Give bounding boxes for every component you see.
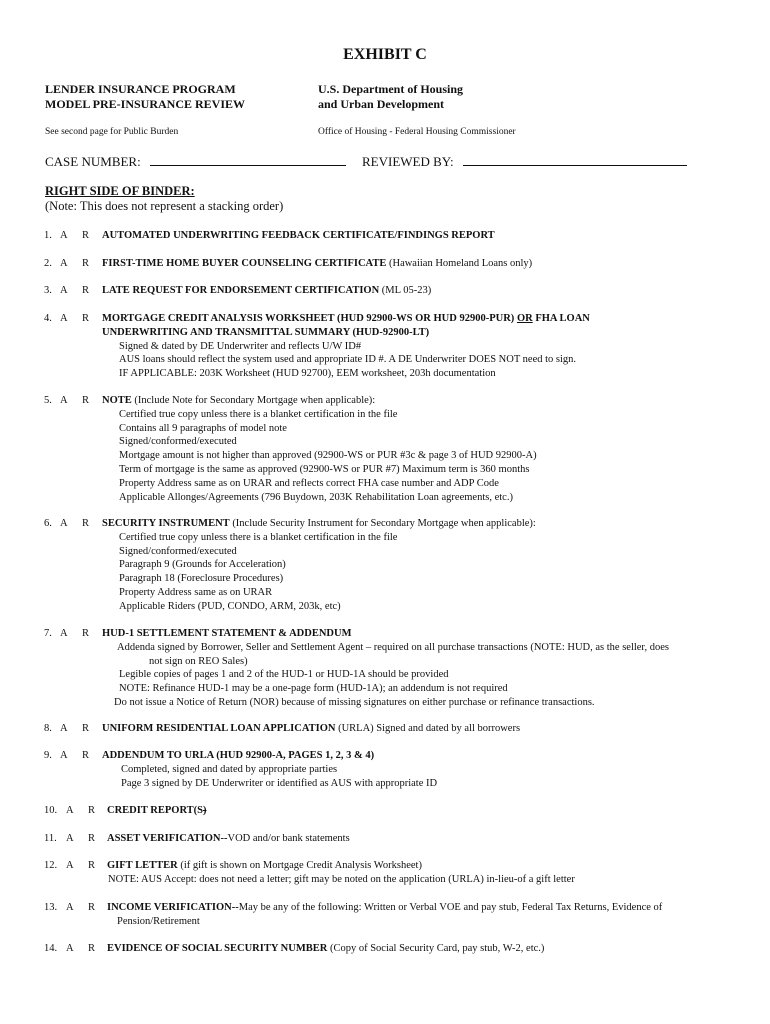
item-title: SECURITY INSTRUMENT xyxy=(102,518,230,529)
item-detail: (ML 05-23) xyxy=(379,285,432,296)
checklist-item xyxy=(44,859,734,887)
item-title: HUD-1 SETTLEMENT STATEMENT & ADDENDUM xyxy=(102,628,352,639)
checklist-item xyxy=(44,901,734,929)
case-number-field xyxy=(45,153,346,169)
item-title: GIFT LETTER xyxy=(107,860,178,871)
item-subline: Applicable Riders (PUD, CONDO, ARM, 203k, etc) xyxy=(119,600,341,612)
item-subline: Paragraph 9 (Grounds for Acceleration) xyxy=(119,559,286,571)
item-number: 6. xyxy=(44,518,52,529)
case-number-blank[interactable] xyxy=(150,153,346,166)
checklist-item xyxy=(44,229,734,243)
agency-header-line: and Urban Development xyxy=(318,97,445,111)
item-number: 7. xyxy=(44,628,52,639)
agency-header-line: U.S. Department of Housing xyxy=(318,82,464,96)
checklist-item xyxy=(44,627,734,710)
checklist-item xyxy=(44,517,734,614)
reject-mark[interactable]: R xyxy=(82,628,90,639)
accept-mark[interactable]: A xyxy=(60,230,68,241)
accept-mark[interactable]: A xyxy=(60,395,68,406)
item-number: 10. xyxy=(44,805,58,816)
reviewed-by-field xyxy=(362,153,687,169)
item-number: 13. xyxy=(44,902,58,913)
item-title: AUTOMATED UNDERWRITING FEEDBACK CERTIFICATE/FINDINGS REPORT xyxy=(102,230,495,241)
reject-mark[interactable]: R xyxy=(82,313,90,324)
item-subline: NOTE: AUS Accept: does not need a letter; gift may be noted on the application (URLA) in-lieu-of a gift letter xyxy=(108,873,575,885)
item-title: INCOME VERIFICATION-- xyxy=(107,902,239,913)
item-detail: May be any of the following: Written or Verbal VOE and pay stub, Federal Tax Returns, Evidence of xyxy=(238,902,663,913)
item-subline: Term of mortgage is the same as approved (92900-WS or PUR #7) Maximum term is 360 months xyxy=(119,463,530,475)
accept-mark[interactable]: A xyxy=(60,258,68,269)
item-number: 12. xyxy=(44,860,58,871)
checklist-item xyxy=(44,722,734,736)
item-number: 8. xyxy=(44,723,52,734)
accept-mark[interactable]: A xyxy=(60,750,68,761)
item-detail: (Copy of Social Security Card, pay stub, W-2, etc.) xyxy=(327,943,545,954)
accept-mark[interactable]: A xyxy=(60,313,68,324)
item-detail: (Include Note for Secondary Mortgage when applicable): xyxy=(131,395,376,406)
item-detail: VOD and/or bank statements xyxy=(227,833,350,844)
reject-mark[interactable]: R xyxy=(82,518,90,529)
checklist-item xyxy=(44,942,734,956)
accept-mark[interactable]: A xyxy=(60,628,68,639)
item-subline: not sign on REO Sales) xyxy=(149,655,248,667)
item-subline: Pension/Retirement xyxy=(117,915,200,927)
item-subline: Completed, signed and dated by appropriate parties xyxy=(121,763,338,775)
reject-mark[interactable]: R xyxy=(88,833,96,844)
reject-mark[interactable]: R xyxy=(82,258,90,269)
item-subline: IF APPLICABLE: 203K Worksheet (HUD 92700), EEM worksheet, 203h documentation xyxy=(119,368,496,380)
item-number: 2. xyxy=(44,258,52,269)
item-subline: Page 3 signed by DE Underwriter or identified as AUS with appropriate ID xyxy=(121,777,438,789)
reject-mark[interactable]: R xyxy=(82,230,90,241)
agency-header xyxy=(318,82,463,112)
item-title: ASSET VERIFICATION-- xyxy=(107,833,228,844)
item-subline: Property Address same as on URAR and reflects correct FHA case number and ADP Code xyxy=(119,477,499,489)
accept-mark[interactable]: A xyxy=(66,860,74,871)
item-number: 9. xyxy=(44,750,52,761)
item-title: UNIFORM RESIDENTIAL LOAN APPLICATION xyxy=(102,723,336,734)
checklist-item xyxy=(44,749,734,790)
checklist-item xyxy=(44,312,734,381)
reviewed-by-label: REVIEWED BY: xyxy=(362,154,454,169)
checklist-item xyxy=(44,257,734,271)
item-detail: (Include Security Instrument for Secondary Mortgage when applicable): xyxy=(229,518,536,529)
reject-mark[interactable]: R xyxy=(88,902,96,913)
accept-mark[interactable]: A xyxy=(66,805,74,816)
item-subline: Signed/conformed/executed xyxy=(119,545,237,557)
reject-mark[interactable]: R xyxy=(88,860,96,871)
item-subline: Certified true copy unless there is a blanket certification in the file xyxy=(119,531,398,543)
exhibit-title: EXHIBIT C xyxy=(343,46,427,63)
section-note: (Note: This does not represent a stacking order) xyxy=(45,199,284,213)
item-detail: (Hawaiian Homeland Loans only) xyxy=(386,258,533,269)
item-title: ADDENDUM TO URLA (HUD 92900-A, PAGES 1, 2, 3 & 4) xyxy=(102,750,375,761)
program-header-line: LENDER INSURANCE PROGRAM xyxy=(45,82,236,96)
public-burden-note: See second page for Public Burden xyxy=(45,127,179,137)
item-number: 1. xyxy=(44,230,52,241)
accept-mark[interactable]: A xyxy=(66,943,74,954)
reject-mark[interactable]: R xyxy=(88,943,96,954)
reject-mark[interactable]: R xyxy=(82,750,90,761)
accept-mark[interactable]: A xyxy=(66,833,74,844)
accept-mark[interactable]: A xyxy=(60,518,68,529)
item-subline: Paragraph 18 (Foreclosure Procedures) xyxy=(119,573,284,585)
accept-mark[interactable]: A xyxy=(60,285,68,296)
accept-mark[interactable]: A xyxy=(60,723,68,734)
item-subline: Property Address same as on URAR xyxy=(119,586,273,598)
item-subline: Signed & dated by DE Underwriter and reflects U/W ID# xyxy=(119,340,362,352)
item-number: 4. xyxy=(44,313,52,324)
item-title-or: OR xyxy=(516,313,533,324)
item-title: CREDIT REPORT(S xyxy=(107,805,203,816)
item-title: MORTGAGE CREDIT ANALYSIS WORKSHEET (HUD 92900-WS OR HUD 92900-PUR) xyxy=(102,313,515,324)
checklist-item xyxy=(44,832,734,846)
item-subline: Mortgage amount is not higher than approved (92900-WS or PUR #3c & page 3 of HUD 92900-A) xyxy=(119,450,537,462)
item-number: 5. xyxy=(44,395,52,406)
item-detail: (if gift is shown on Mortgage Credit Analysis Worksheet) xyxy=(177,860,422,871)
item-title: EVIDENCE OF SOCIAL SECURITY NUMBER xyxy=(107,943,328,954)
item-number: 11. xyxy=(44,833,57,844)
case-number-label: CASE NUMBER: xyxy=(45,154,141,169)
checklist-item xyxy=(44,394,734,504)
item-subline: Certified true copy unless there is a blanket certification in the file xyxy=(119,408,398,420)
item-title: FIRST-TIME HOME BUYER COUNSELING CERTIFICATE xyxy=(102,258,387,269)
item-subline: Signed/conformed/executed xyxy=(119,436,237,448)
program-header-line: MODEL PRE-INSURANCE REVIEW xyxy=(45,97,246,111)
reject-mark[interactable]: R xyxy=(82,723,90,734)
reject-mark[interactable]: R xyxy=(82,395,90,406)
checklist-item xyxy=(44,284,734,298)
item-title-cont: FHA LOAN xyxy=(535,313,590,324)
item-subline: Contains all 9 paragraphs of model note xyxy=(119,422,287,434)
item-title-line2: UNDERWRITING AND TRANSMITTAL SUMMARY (HUD-92900-LT) xyxy=(102,326,430,338)
item-subline: Applicable Allonges/Agreements (796 Buydown, 203K Rehabilitation Loan agreements, etc.) xyxy=(119,491,513,503)
item-title: NOTE xyxy=(102,395,132,406)
reject-mark[interactable]: R xyxy=(88,805,96,816)
checklist-item xyxy=(44,804,734,818)
item-subline: AUS loans should reflect the system used and appropriate ID #. A DE Underwriter DOES NOT need to sign. xyxy=(119,354,577,366)
program-header xyxy=(45,82,245,112)
accept-mark[interactable]: A xyxy=(66,902,74,913)
section-heading: RIGHT SIDE OF BINDER: xyxy=(45,184,195,198)
office-note: Office of Housing - Federal Housing Commissioner xyxy=(318,127,516,137)
item-number: 3. xyxy=(44,285,52,296)
item-subline: Addenda signed by Borrower, Seller and Settlement Agent – required on all purchase transactions (NOTE: HUD, as the seller, does xyxy=(117,641,670,653)
item-number: 14. xyxy=(44,943,58,954)
binder-section xyxy=(45,184,283,214)
reject-mark[interactable]: R xyxy=(82,285,90,296)
reviewed-by-blank[interactable] xyxy=(463,153,687,166)
item-subline: NOTE: Refinance HUD-1 may be a one-page form (HUD-1A); an addendum is not required xyxy=(119,683,508,695)
item-detail: (URLA) Signed and dated by all borrowers xyxy=(335,723,521,734)
item-title: LATE REQUEST FOR ENDORSEMENT CERTIFICATION xyxy=(102,285,380,296)
item-title-struck: ) xyxy=(203,805,207,816)
item-subline: Legible copies of pages 1 and 2 of the HUD-1 or HUD-1A should be provided xyxy=(119,669,449,681)
item-subline: Do not issue a Notice of Return (NOR) because of missing signatures on either purchase or refinance transactions. xyxy=(114,696,595,708)
